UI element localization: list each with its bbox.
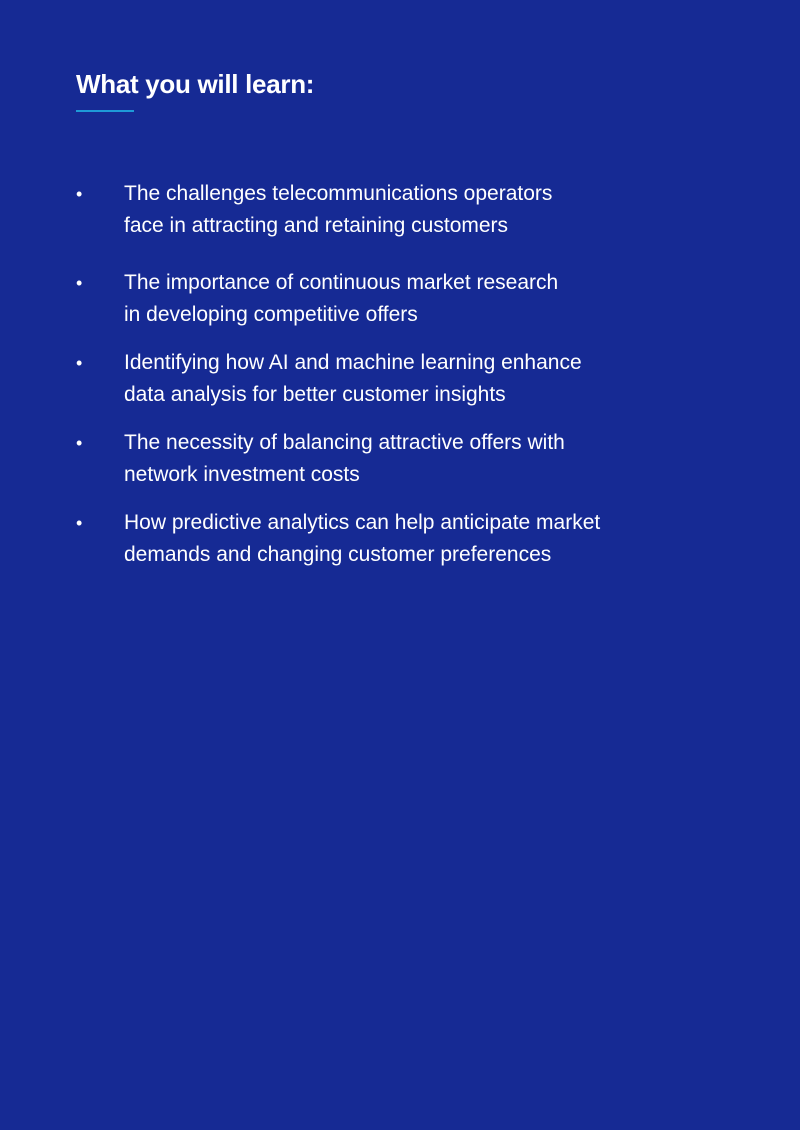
list-item-line: The challenges telecommunications operators [124,182,553,205]
bullet-icon: • [76,433,83,453]
list-item-line: The importance of continuous market research [124,271,559,294]
list-item-line: demands and changing customer preferences [124,543,552,566]
bullet-icon: • [76,184,83,204]
list-item-line: face in attracting and retaining customers [124,214,509,237]
bullet-icon: • [76,513,83,533]
list-item-text [124,178,684,242]
list-item-line: data analysis for better customer insights [124,383,506,406]
list-item-text [124,507,684,571]
bullet-icon: • [76,353,83,373]
list-item-line: network investment costs [124,463,360,486]
list-item-text [124,347,684,411]
list-item-line: How predictive analytics can help anticipate market [124,511,601,534]
list-item-text [124,267,684,331]
list-item-text [124,427,684,491]
bullet-icon: • [76,273,83,293]
list-item-line: Identifying how AI and machine learning enhance [124,351,582,374]
heading-underline [76,110,134,112]
list-item-line: in developing competitive offers [124,303,418,326]
section-heading: What you will learn: [76,69,315,99]
list-item-line: The necessity of balancing attractive offers with [124,431,565,454]
